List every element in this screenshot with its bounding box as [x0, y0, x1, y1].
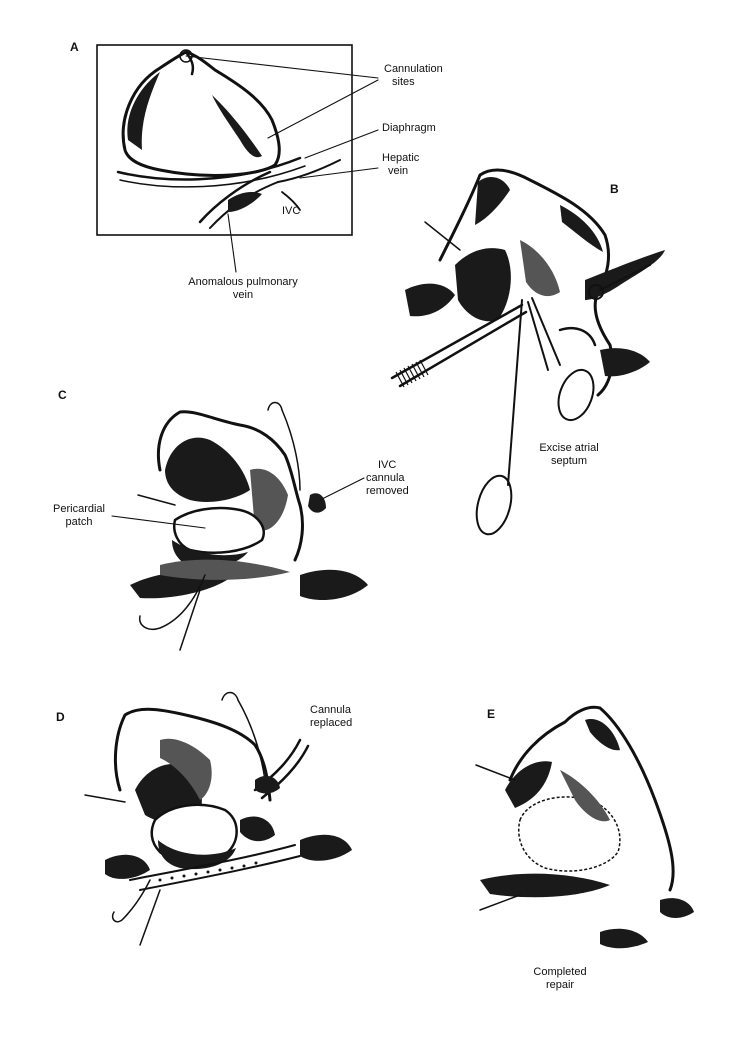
- label-ivc-cannula-removed: [366, 459, 409, 498]
- label-cannulation-line-1: Cannulation: [384, 63, 443, 75]
- label-excise-line-1: Excise atrial: [539, 442, 599, 454]
- label-anomalous-line-2: vein: [232, 289, 254, 301]
- label-cannula-replaced: [310, 704, 352, 730]
- label-completed-line-1: Completed: [533, 966, 587, 978]
- label-completed-repair: [520, 966, 600, 992]
- panel-a-letter: A: [70, 40, 79, 54]
- panel-d-letter: D: [56, 710, 65, 724]
- panel-c-drawing: [112, 403, 368, 651]
- label-anomalous-pulmonary-vein: [178, 276, 308, 302]
- label-ivc-cannula-line-2: cannula: [366, 472, 405, 484]
- label-ivc-cannula-line-1: IVC: [378, 459, 397, 471]
- panel-a-drawing: [97, 45, 378, 272]
- panel-e-drawing: [476, 707, 694, 948]
- panel-c-letter: C: [58, 388, 67, 402]
- panel-b-drawing: [392, 170, 665, 538]
- label-ivc-cannula-line-3: removed: [366, 485, 409, 497]
- label-pericardial-patch: [44, 503, 114, 529]
- label-cannula-line-2: replaced: [310, 717, 353, 729]
- label-pericardial-line-2: patch: [65, 516, 93, 528]
- label-hepatic-line-2: vein: [388, 165, 409, 177]
- label-cannulation-sites: [384, 63, 443, 89]
- panel-b-letter: B: [610, 182, 619, 196]
- label-cannula-line-1: Cannula: [310, 704, 351, 716]
- label-pericardial-line-1: Pericardial: [53, 503, 105, 515]
- label-diaphragm: Diaphragm: [382, 122, 436, 134]
- label-cannulation-line-2: sites: [392, 76, 415, 88]
- panel-d-drawing: [85, 693, 352, 946]
- label-excise-line-2: septum: [550, 455, 588, 467]
- label-anomalous-line-1: Anomalous pulmonary: [188, 276, 298, 288]
- label-hepatic-vein: [382, 152, 419, 178]
- panel-e-letter: E: [487, 707, 496, 721]
- label-ivc: IVC: [282, 205, 301, 217]
- label-hepatic-line-1: Hepatic: [382, 152, 420, 164]
- label-completed-line-2: repair: [545, 979, 575, 991]
- label-excise-atrial-septum: [524, 442, 614, 468]
